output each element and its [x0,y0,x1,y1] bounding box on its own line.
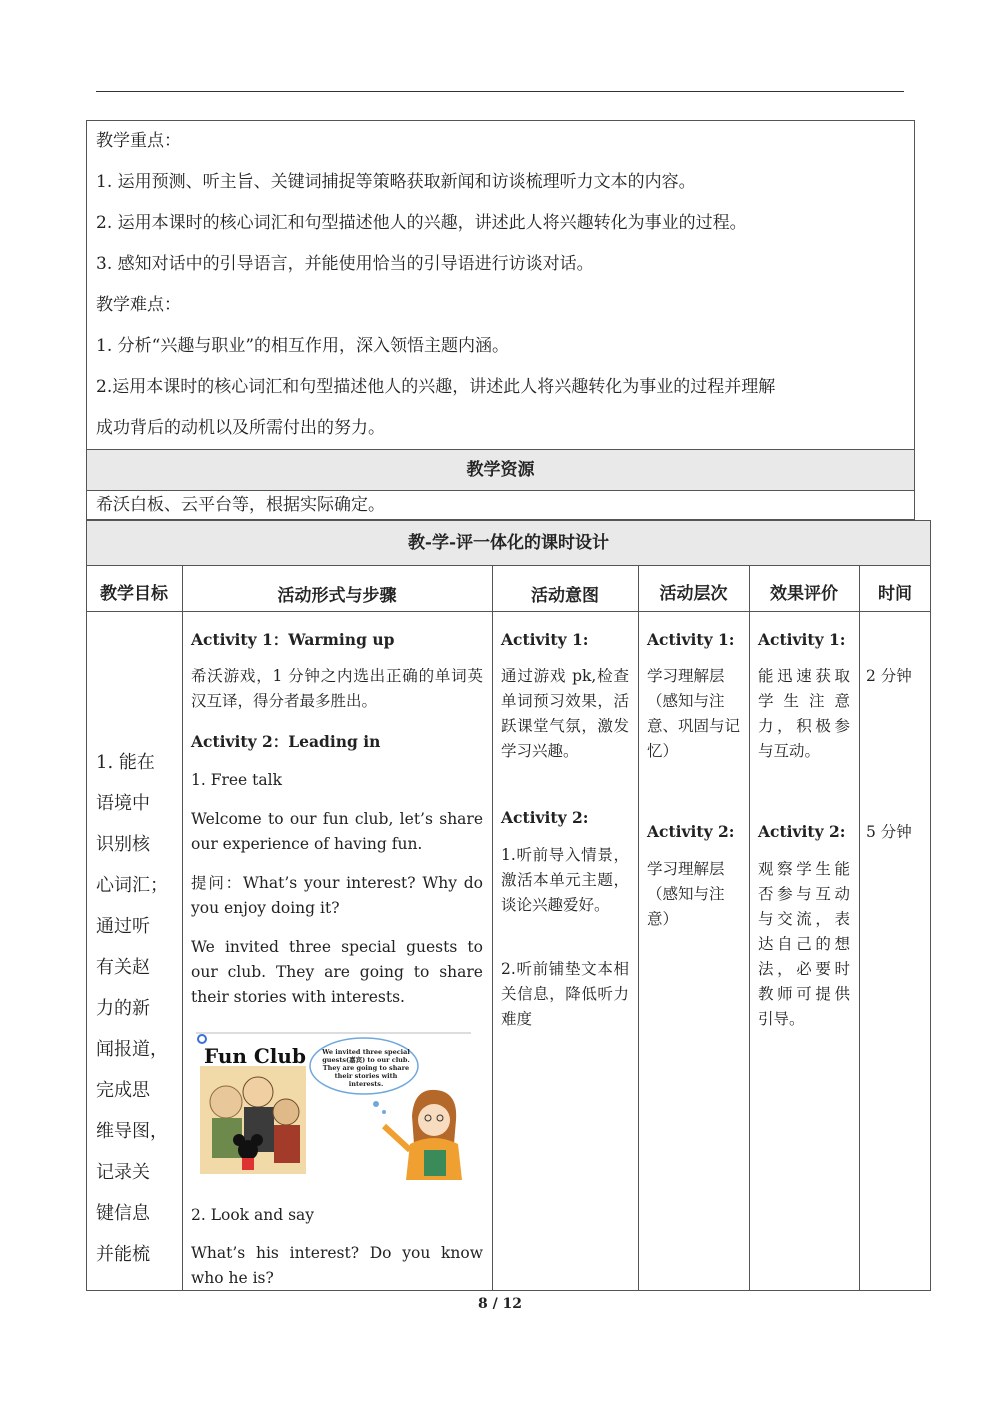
intent-a2-p1: 1.听前导入情景，激活本单元主题，谈论兴趣爱好。 [501,846,629,914]
welcome-text: Welcome to our fun club, let’s share our experience of having fun. [191,810,483,853]
look-say: 2. Look and say [191,1206,315,1224]
whats-interest: What’s his interest? Do you know who he is? [191,1244,483,1287]
goal-line: 并能梳 [96,1244,150,1265]
resources-content: 希沃白板、云平台等，根据实际确定。 [96,495,385,515]
a2-title: Activity 2：Leading in [191,732,381,751]
fun-club-image [196,1032,471,1180]
goal-line: 闻报道， [96,1039,168,1060]
header-intent: 活动意图 [531,586,599,606]
eval-a2-title: Activity 2: [758,822,846,841]
a1-title: Activity 1：Warming up [191,630,395,649]
header-eval: 效果评价 [770,584,838,604]
goal-line: 键信息 [96,1203,150,1224]
intent-a1-title: Activity 1: [501,630,589,649]
col-line-4 [749,565,750,1291]
time-a2: 5 分钟 [866,823,912,841]
goal-line: 维导图， [96,1121,168,1142]
invite-text: We invited three special guests to our club. They are going to share their stories with interests. [191,938,483,1006]
a1-text: 希沃游戏，1 分钟之内选出正确的单词英汉互译，得分者最多胜出。 [191,667,483,710]
focus-item-1: 1. 运用预测、听主旨、关键词捕捉等策略获取新闻和访谈梳理听力文本的内容。 [96,172,696,192]
level-a1-title: Activity 1: [647,630,735,649]
focus-item-2: 2. 运用本课时的核心词汇和句型描述他人的兴趣，讲述此人将兴趣转化为事业的过程。 [96,213,747,233]
resources-title: 教学资源 [466,460,535,480]
goal-line: 识别核 [96,834,150,855]
goal-line: 语境中 [96,793,150,814]
difficulty-item-2: 2.运用本课时的核心词汇和句型描述他人的兴趣，讲述此人将兴趣转化为事业的过程并理解 [96,377,776,397]
level-a2-text: 学习理解层（感知与注意） [647,860,725,928]
col-line-5 [859,565,860,1291]
level-a2-title: Activity 2: [647,822,735,841]
header-rule [96,91,904,92]
eval-a1-text: 能迅速获取学生注意力，积极参与互动。 [758,667,850,760]
intent-a2-p2: 2.听前铺垫文本相关信息，降低听力难度 [501,960,629,1028]
fun-club-title: Fun Club [204,1044,306,1068]
free-talk: 1. Free talk [191,771,282,789]
header-goal: 教学目标 [100,584,168,604]
difficulty-item-1: 1. 分析“兴趣与职业”的相互作用，深入领悟主题内涵。 [96,336,510,356]
focus-item-3: 3. 感知对话中的引导语言，并能使用恰当的引导语进行访谈对话。 [96,254,594,274]
header-level: 活动层次 [659,584,728,604]
col-line-2 [492,565,493,1291]
goal-line: 1. 能在 [96,752,155,773]
time-a1: 2 分钟 [866,667,912,685]
header-steps: 活动形式与步骤 [277,586,397,606]
goal-text [96,742,168,1275]
goal-line: 完成思 [96,1080,150,1101]
difficulty-item-3: 成功背后的动机以及所需付出的努力。 [96,418,385,438]
eval-a1-title: Activity 1: [758,630,846,649]
goal-line: 通过听 [96,916,150,937]
header-row-line [86,611,931,612]
header-time: 时间 [878,584,912,604]
col-line-3 [638,565,639,1291]
goal-line: 记录关 [96,1162,150,1183]
intent-a2-title: Activity 2: [501,808,589,827]
goal-line: 心词汇； [96,875,168,896]
difficulty-heading: 教学难点： [96,295,181,315]
goal-line: 力的新 [96,998,150,1019]
focus-heading: 教学重点： [96,131,181,151]
design-title: 教-学-评一体化的课时设计 [407,533,610,553]
question-text: 提问：What’s your interest? Why do you enjoy doing it? [191,874,483,917]
col-line-1 [182,565,183,1291]
eval-a2-text: 观察学生能否参与互动与交流，表达自己的想法，必要时教师可提供引导。 [758,860,850,1028]
intent-a1-text: 通过游戏 pk,检查单词预习效果，活跃课堂气氛，激发学习兴趣。 [501,667,629,760]
page-number: 8 / 12 [477,1296,523,1312]
level-a1-text: 学习理解层（感知与注意、巩固与记忆） [647,667,741,760]
speech-bubble-text: We invited three special guests(嘉宾) to our club. They are going to share their stories with interests. [322,1048,410,1088]
goal-line: 有关赵 [96,957,150,978]
